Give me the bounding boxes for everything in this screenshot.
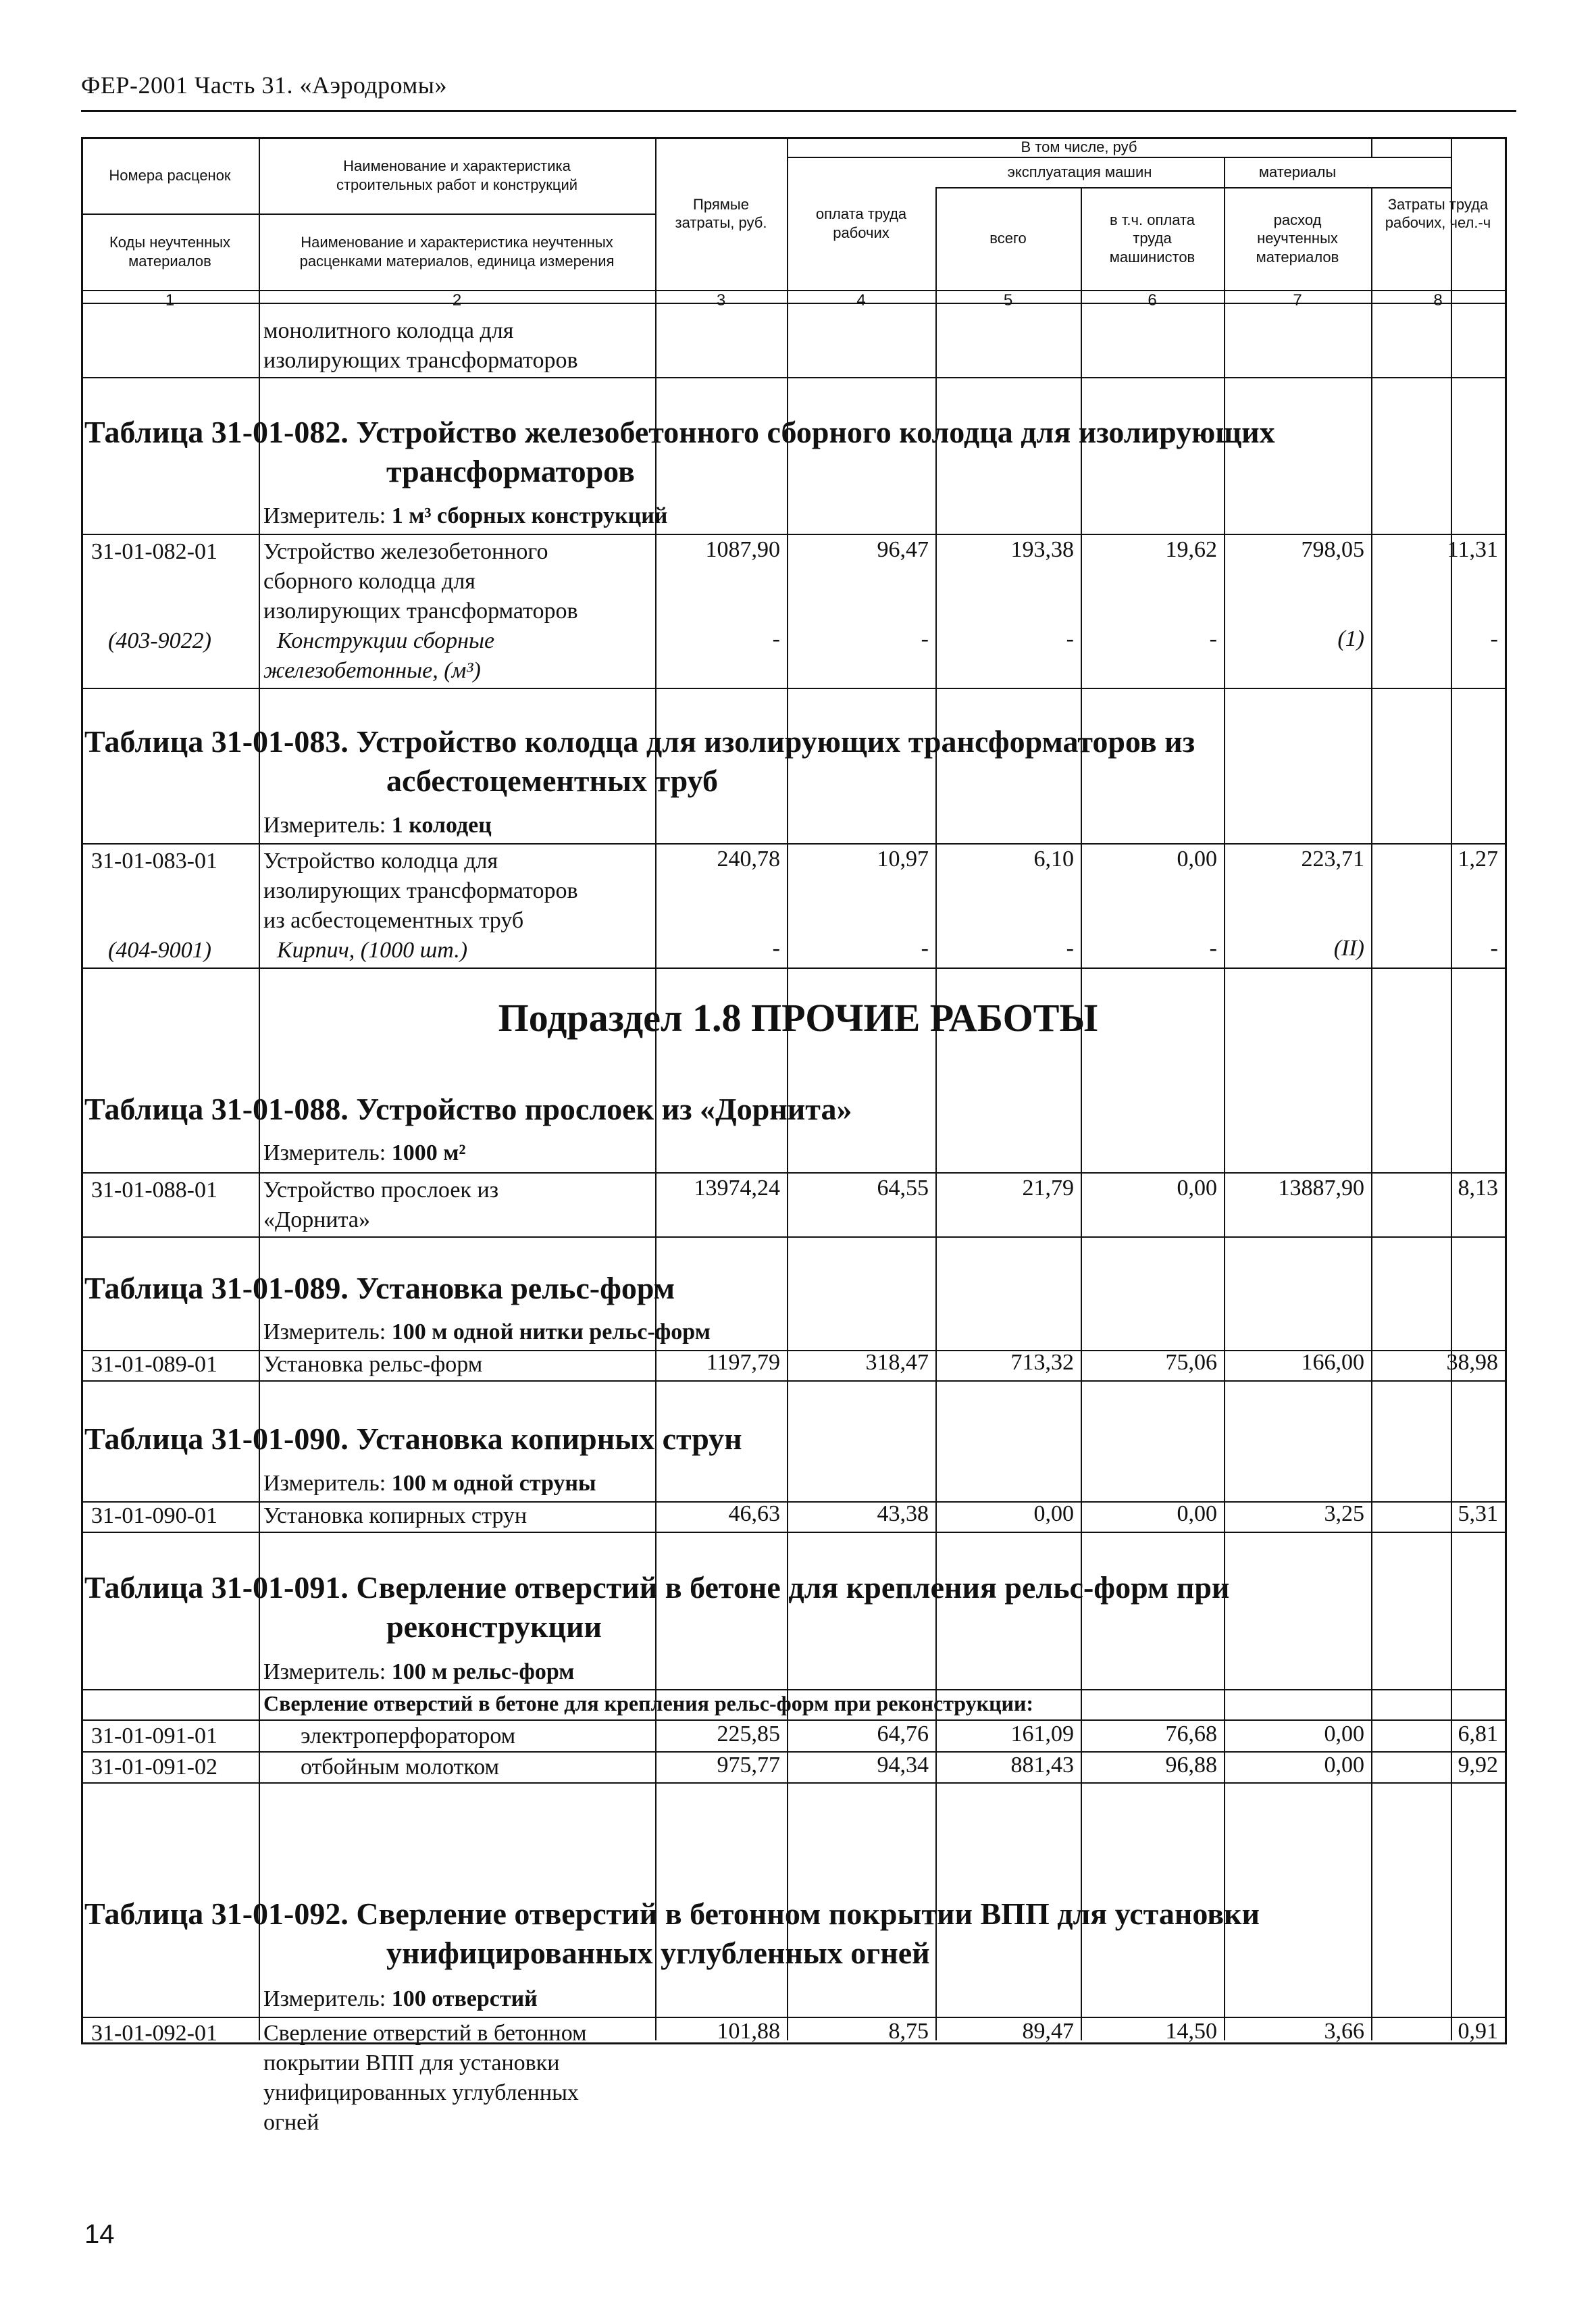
page-number: 14: [84, 2219, 115, 2249]
row-code: 31-01-092-01: [91, 2021, 217, 2046]
row-value: 8,75: [888, 2019, 929, 2044]
row-value: 0,91: [1458, 2019, 1498, 2044]
table-title: Таблица 31-01-090. Установка копирных струн: [84, 1422, 742, 1456]
row-divider: [81, 534, 1505, 535]
row-value: 713,32: [1010, 1350, 1074, 1375]
row-desc: «Дорнита»: [263, 1207, 370, 1232]
material-value: -: [921, 626, 929, 651]
row-value: 11,31: [1447, 537, 1498, 562]
row-value: 96,88: [1165, 1753, 1217, 1778]
row-value: 21,79: [1022, 1176, 1074, 1201]
section-divider: [81, 377, 1505, 378]
row-value: 1,27: [1458, 847, 1498, 872]
table-title: Таблица 31-01-083. Устройство колодца для изолирующих трансформаторов из: [84, 724, 1195, 759]
row-code: 31-01-090-01: [91, 1503, 217, 1528]
continuation-line: монолитного колодца для: [263, 318, 514, 343]
header-col1-bottom: Коды неучтенных материалов: [109, 234, 231, 270]
material-value: (1): [1337, 626, 1364, 651]
row-desc: Устройство колодца для: [263, 849, 498, 874]
header-col3: Прямые затраты, руб.: [675, 195, 767, 231]
table-meter: Измеритель: 100 м рельс-форм: [263, 1659, 575, 1684]
row-code: 31-01-088-01: [91, 1178, 217, 1203]
subsection-title: Подраздел 1.8 ПРОЧИЕ РАБОТЫ: [498, 996, 1098, 1040]
material-desc: Кирпич, (1000 шт.): [277, 938, 468, 963]
material-code: (403-9022): [108, 628, 211, 653]
row-value: 38,98: [1446, 1350, 1498, 1375]
row-value: 75,06: [1165, 1350, 1217, 1375]
header-col8: Затраты труда рабочих, чел.-ч: [1385, 195, 1491, 231]
row-value: 318,47: [865, 1350, 929, 1375]
row-value: 46,63: [728, 1501, 780, 1526]
table-meter: Измеритель: 1 м³ сборных конструкций: [263, 503, 668, 528]
column-number: 3: [716, 291, 726, 309]
row-value: 881,43: [1010, 1753, 1074, 1778]
row-value: 975,77: [717, 1753, 780, 1778]
header-col6: в т.ч. оплата труда машинистов: [1109, 211, 1195, 266]
header-col1-top: Номера расценок: [109, 166, 231, 184]
row-value: 13887,90: [1278, 1176, 1364, 1201]
header-col2-bottom: Наименование и характеристика неучтенных расценками материалов, единица измерения: [299, 234, 615, 270]
material-value: -: [1066, 626, 1074, 651]
table-title-line2: унифицированных углубленных огней: [386, 1936, 930, 1970]
table-meter: Измеритель: 100 отверстий: [263, 1986, 538, 2011]
section-divider: [81, 1236, 1505, 1238]
row-desc: изолирующих трансформаторов: [263, 599, 578, 624]
table-title: Таблица 31-01-092. Сверление отверстий в бетонном покрытии ВПП для установки: [84, 1896, 1260, 1931]
header-in-that-number: В том числе, руб: [1021, 138, 1137, 155]
header-materials: материалы: [1258, 163, 1337, 180]
row-value: 0,00: [1324, 1721, 1364, 1746]
row-value: 101,88: [717, 2019, 780, 2044]
row-value: 76,68: [1165, 1721, 1217, 1746]
row-value: 96,47: [877, 537, 929, 562]
row-value: 13974,24: [694, 1176, 780, 1201]
table-title: Таблица 31-01-082. Устройство железобетонного сборного колодца для изолирующих: [84, 415, 1275, 449]
material-value: -: [772, 626, 780, 651]
row-value: 64,76: [877, 1721, 929, 1746]
header-col2-top: Наименование и характеристика строительных работ и конструкций: [336, 157, 578, 193]
column-number: 1: [165, 291, 175, 309]
row-value: 1197,79: [706, 1350, 780, 1375]
row-divider: [81, 843, 1505, 845]
row-desc: Установка рельс-форм: [263, 1352, 483, 1377]
row-code: 31-01-091-02: [91, 1755, 217, 1780]
header-machine-ops: эксплуатация машин: [1007, 163, 1152, 180]
row-desc: из асбестоцементных труб: [263, 908, 524, 933]
column-number: 6: [1148, 291, 1157, 309]
material-value: -: [1209, 936, 1217, 961]
column-number: 7: [1293, 291, 1302, 309]
row-value: 43,38: [877, 1501, 929, 1526]
row-value: 166,00: [1301, 1350, 1364, 1375]
material-value: -: [1490, 626, 1498, 651]
row-value: 193,38: [1010, 537, 1074, 562]
row-divider: [81, 1719, 1505, 1721]
material-desc: железобетонные, (м³): [263, 658, 481, 683]
row-value: 0,00: [1033, 1501, 1074, 1526]
row-desc: сборного колодца для: [263, 569, 475, 594]
row-value: 6,10: [1033, 847, 1074, 872]
row-code: 31-01-083-01: [91, 849, 217, 874]
section-divider: [81, 967, 1505, 969]
section-divider: [81, 1532, 1505, 1533]
row-value: 240,78: [717, 847, 780, 872]
table-meter: Измеритель: 100 м одной струны: [263, 1471, 596, 1496]
material-value: -: [772, 936, 780, 961]
header-col7: расход неучтенных материалов: [1256, 211, 1339, 266]
row-value: 3,25: [1324, 1501, 1364, 1526]
section-divider: [81, 688, 1505, 689]
row-code: 31-01-082-01: [91, 539, 217, 564]
row-value: 8,13: [1458, 1176, 1498, 1201]
row-desc: отбойным молотком: [301, 1755, 500, 1780]
material-desc: Конструкции сборные: [277, 628, 495, 653]
row-value: 94,34: [877, 1753, 929, 1778]
row-value: 798,05: [1301, 537, 1364, 562]
section-divider: [81, 1380, 1505, 1382]
table-meter: Измеритель: 100 м одной нитки рельс-форм: [263, 1319, 711, 1344]
row-value: 225,85: [717, 1721, 780, 1746]
row-desc: электроперфоратором: [301, 1724, 516, 1749]
header-col4: оплата труда рабочих: [815, 205, 907, 241]
row-value: 5,31: [1458, 1501, 1498, 1526]
row-value: 14,50: [1165, 2019, 1217, 2044]
material-value: (II): [1333, 936, 1364, 961]
table-title-line2: реконструкции: [386, 1609, 602, 1644]
row-divider: [81, 2017, 1505, 2018]
row-desc: Устройство прослоек из: [263, 1178, 499, 1203]
table-meter: Измеритель: 1 колодец: [263, 813, 492, 838]
row-desc: Установка копирных струн: [263, 1503, 527, 1528]
table-title-line2: трансформаторов: [386, 454, 635, 488]
material-value: -: [921, 936, 929, 961]
row-value: 0,00: [1177, 847, 1217, 872]
table-meter: Измеритель: 1000 м²: [263, 1140, 466, 1165]
group-heading: Сверление отверстий в бетоне для крепления рельс-форм при реконструкции:: [263, 1691, 1034, 1715]
section-divider: [81, 1782, 1505, 1784]
column-number: 4: [856, 291, 866, 309]
row-value: 64,55: [877, 1176, 929, 1201]
row-desc: покрытии ВПП для установки: [263, 2051, 560, 2076]
table-header: [81, 137, 1505, 303]
page-header: ФЕР-2001 Часть 31. «Аэродромы»: [81, 72, 447, 99]
material-code: (404-9001): [108, 938, 211, 963]
row-value: 89,47: [1022, 2019, 1074, 2044]
table-title: Таблица 31-01-089. Установка рельс-форм: [84, 1271, 675, 1305]
row-desc: изолирующих трансформаторов: [263, 878, 578, 903]
row-desc: огней: [263, 2110, 319, 2135]
row-value: 6,81: [1458, 1721, 1498, 1746]
row-divider: [81, 1689, 1505, 1690]
row-value: 10,97: [877, 847, 929, 872]
row-value: 3,66: [1324, 2019, 1364, 2044]
row-desc: унифицированных углубленных: [263, 2080, 579, 2105]
row-value: 0,00: [1177, 1176, 1217, 1201]
column-number: 5: [1003, 291, 1013, 309]
row-value: 19,62: [1165, 537, 1217, 562]
row-value: 0,00: [1324, 1753, 1364, 1778]
row-value: 9,92: [1458, 1753, 1498, 1778]
material-value: -: [1490, 936, 1498, 961]
row-desc: Устройство железобетонного: [263, 539, 548, 564]
material-value: -: [1209, 626, 1217, 651]
material-value: -: [1066, 936, 1074, 961]
header-rule: [81, 110, 1516, 112]
table-title: Таблица 31-01-088. Устройство прослоек из «Дорнита»: [84, 1092, 852, 1126]
row-value: 161,09: [1010, 1721, 1074, 1746]
continuation-line: изолирующих трансформаторов: [263, 348, 578, 373]
row-divider: [81, 1172, 1505, 1174]
table-title: Таблица 31-01-091. Сверление отверстий в бетоне для крепления рельс-форм при: [84, 1570, 1230, 1605]
header-col5: всего: [989, 230, 1027, 247]
row-desc: Сверление отверстий в бетонном: [263, 2021, 587, 2046]
row-code: 31-01-089-01: [91, 1352, 217, 1377]
column-number: 8: [1433, 291, 1443, 309]
table-title-line2: асбестоцементных труб: [386, 763, 718, 798]
row-value: 1087,90: [705, 537, 780, 562]
column-number: 2: [452, 291, 462, 309]
row-value: 0,00: [1177, 1501, 1217, 1526]
row-value: 223,71: [1301, 847, 1364, 872]
row-code: 31-01-091-01: [91, 1724, 217, 1749]
